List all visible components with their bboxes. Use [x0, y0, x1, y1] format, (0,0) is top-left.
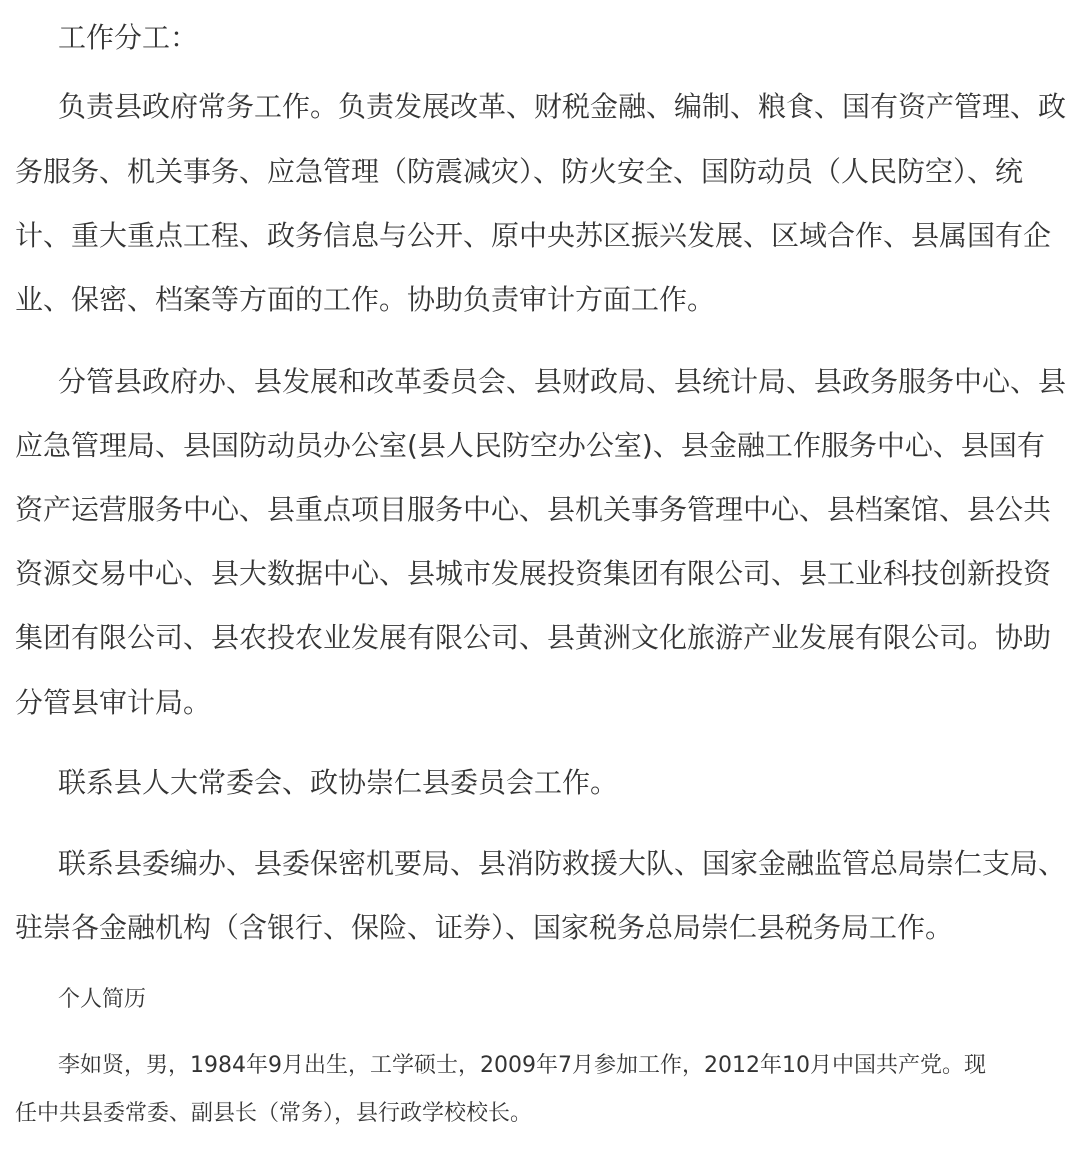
- supervision-line: 分管县政府办、县发展和改革委员会、县财政局、县统计局、县政务服务中心、县: [58, 365, 1067, 398]
- supervision-line: 集团有限公司、县农投农业发展有限公司、县黄洲文化旅游产业发展有限公司。协助: [15, 621, 1052, 654]
- resume-line: 李如贤，男，1984年9月出生，工学硕士，2009年7月参加工作，2012年10月中国共产党。现: [58, 1053, 986, 1078]
- responsibilities-line: 务服务、机关事务、应急管理（防震减灾）、防火安全、国防动员（人民防空）、统: [15, 155, 1024, 188]
- supervision-line: 分管县审计局。: [15, 686, 212, 719]
- resume-line: 任中共县委常委、副县长（常务），县行政学校校长。: [15, 1101, 533, 1126]
- supervision-line: 应急管理局、县国防动员办公室(县人民防空办公室)、县金融工作服务中心、县国有: [15, 429, 1045, 462]
- responsibilities-line: 业、保密、档案等方面的工作。协助负责审计方面工作。: [15, 283, 716, 316]
- responsibilities-line: 负责县政府常务工作。负责发展改革、财税金融、编制、粮食、国有资产管理、政: [58, 90, 1067, 123]
- supervision-line: 资产运营服务中心、县重点项目服务中心、县机关事务管理中心、县档案馆、县公共: [15, 493, 1052, 526]
- responsibilities-line: 计、重大重点工程、政务信息与公开、原中央苏区振兴发展、区域合作、县属国有企: [15, 219, 1052, 252]
- supervision-line: 资源交易中心、县大数据中心、县城市发展投资集团有限公司、县工业科技创新投资: [15, 557, 1052, 590]
- resume-heading: 个人简历: [58, 987, 147, 1012]
- division-heading: 工作分工：: [58, 21, 199, 54]
- contact-line: 联系县委编办、县委保密机要局、县消防救援大队、国家金融监管总局崇仁支局、: [58, 847, 1067, 880]
- contact-line: 联系县人大常委会、政协崇仁县委员会工作。: [58, 766, 619, 799]
- contact-line: 驻崇各金融机构（含银行、保险、证券）、国家税务总局崇仁县税务局工作。: [15, 911, 954, 944]
